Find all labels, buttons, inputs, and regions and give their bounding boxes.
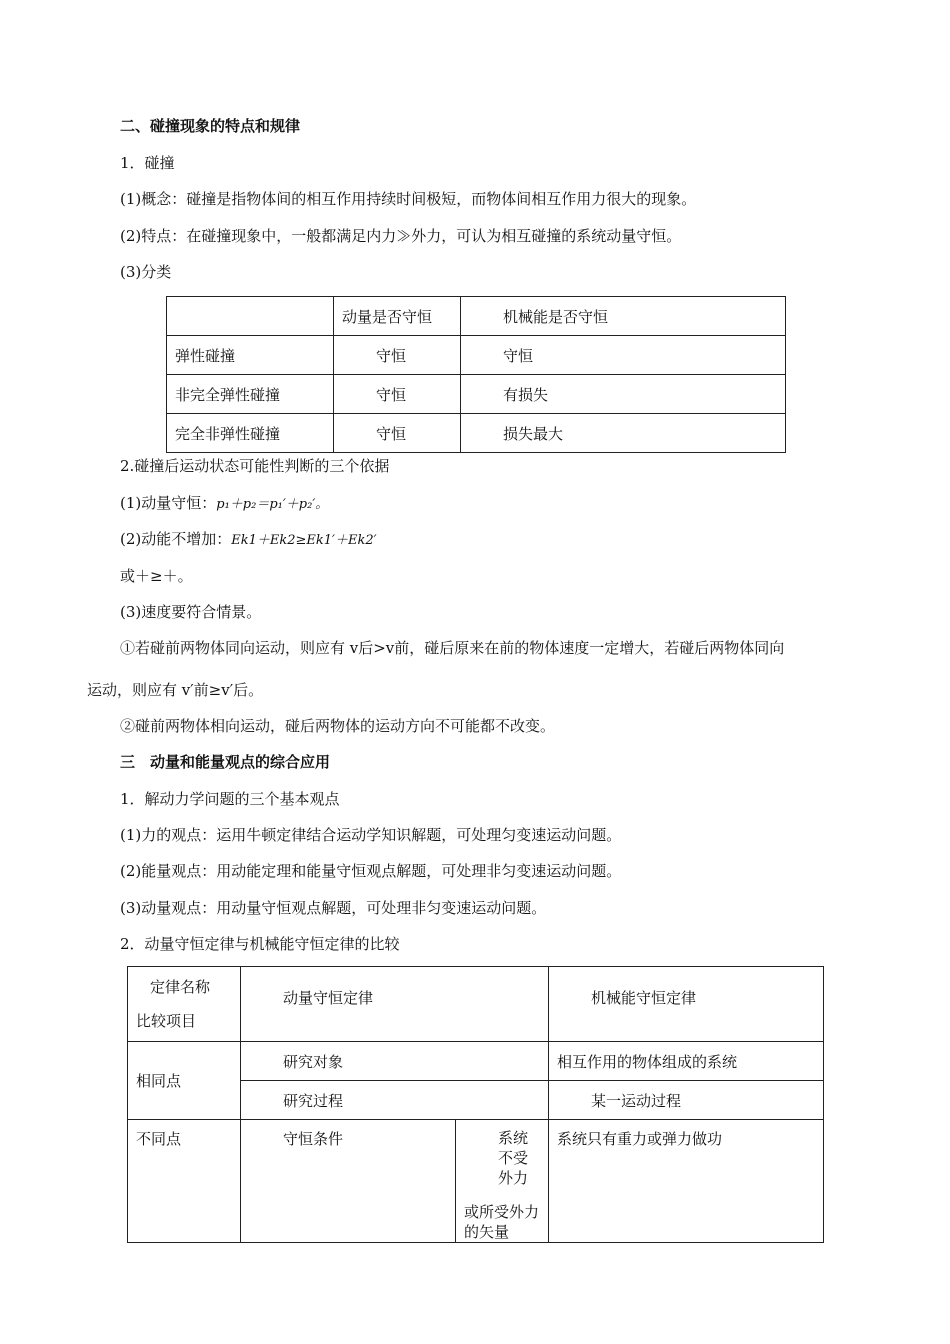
table-cell	[167, 297, 334, 336]
table-cell	[456, 1120, 549, 1243]
comparison-title: 2．动量守恒定律与机械能守恒定律的比较	[120, 935, 400, 953]
table-cell: 某一运动过程	[549, 1081, 824, 1120]
table-cell: 守恒	[334, 336, 461, 375]
cond-line: 系统不受外力	[498, 1129, 529, 1187]
table-row	[128, 1042, 824, 1081]
criterion-label: (2)动能不增加：	[120, 530, 232, 548]
view-momentum: (3)动量观点：用动量守恒观点解题，可处理非匀变速运动问题。	[120, 899, 547, 917]
view-energy: (2)能量观点：用动能定理和能量守恒观点解题，可处理非匀变速运动问题。	[120, 862, 622, 880]
table-header: 机械能是否守恒	[461, 297, 786, 336]
criterion-label: (1)动量守恒：	[120, 494, 217, 512]
table-cell: 守恒	[334, 375, 461, 414]
table-row	[167, 336, 786, 375]
corner-bottom: 比较项目	[136, 1012, 197, 1030]
collision-feature: (2)特点：在碰撞现象中，一般都满足内力≫外力，可认为相互碰撞的系统动量守恒。	[120, 227, 682, 245]
table-cell: 研究对象	[241, 1042, 549, 1081]
case-same-direction-cont: 运动，则应有 v′前≥v′后。	[87, 681, 264, 699]
table-cell: 相同点	[128, 1042, 241, 1120]
table-header-row	[167, 297, 786, 336]
cond-line: 或所受外力的矢量	[464, 1203, 540, 1241]
view-force: (1)力的观点：运用牛顿定律结合运动学知识解题，可处理匀变速运动问题。	[120, 826, 622, 844]
momentum-formula: p₁＋p₂＝p₁′＋p₂′。	[216, 497, 329, 512]
section-heading-collision: 二、碰撞现象的特点和规律	[120, 117, 301, 135]
table-cell: 有损失	[461, 375, 786, 414]
corner-cell	[128, 967, 241, 1042]
table-cell: 守恒条件	[241, 1120, 456, 1243]
table-cell: 系统只有重力或弹力做功	[549, 1120, 824, 1243]
table-cell: 守恒	[461, 336, 786, 375]
views-title: 1．解动力学问题的三个基本观点	[120, 790, 340, 808]
table-header: 机械能守恒定律	[549, 967, 824, 1042]
case-same-direction: ①若碰前两物体同向运动，则应有 v后>v前，碰后原来在前的物体速度一定增大，若碰后两物体同向	[120, 639, 785, 657]
criterion-energy	[120, 529, 377, 551]
table-header-row	[128, 967, 824, 1042]
table-cell: 弹性碰撞	[167, 336, 334, 375]
table-cell: 研究过程	[241, 1081, 549, 1120]
table-cell: 相互作用的物体组成的系统	[549, 1042, 824, 1081]
collision-classify: (3)分类	[120, 263, 172, 281]
table-row	[167, 414, 786, 453]
criterion-velocity: (3)速度要符合情景。	[120, 603, 262, 621]
criterion-or: 或＋≥＋。	[120, 567, 193, 585]
table-cell: 完全非弹性碰撞	[167, 414, 334, 453]
criteria-title: 2.碰撞后运动状态可能性判断的三个依据	[120, 457, 390, 475]
criterion-momentum	[120, 493, 328, 515]
collision-classification-table	[166, 296, 786, 453]
item-collision: 1．碰撞	[120, 154, 175, 172]
collision-concept: (1)概念：碰撞是指物体间的相互作用持续时间极短，而物体间相互作用力很大的现象。	[120, 190, 697, 208]
table-cell: 不同点	[128, 1120, 241, 1243]
table-cell: 非完全弹性碰撞	[167, 375, 334, 414]
table-header: 动量守恒定律	[241, 967, 549, 1042]
law-comparison-table	[127, 966, 824, 1243]
table-row	[128, 1120, 824, 1243]
corner-top: 定律名称	[150, 978, 211, 996]
table-row	[167, 375, 786, 414]
table-cell: 损失最大	[461, 414, 786, 453]
case-opposite-direction: ②碰前两物体相向运动，碰后两物体的运动方向不可能都不改变。	[120, 717, 556, 735]
table-cell: 守恒	[334, 414, 461, 453]
table-header: 动量是否守恒	[334, 297, 461, 336]
section-heading-momentum-energy: 三 动量和能量观点的综合应用	[120, 753, 331, 771]
energy-formula: Ek1＋Ek2≥Ek1′＋Ek2′	[231, 533, 377, 548]
